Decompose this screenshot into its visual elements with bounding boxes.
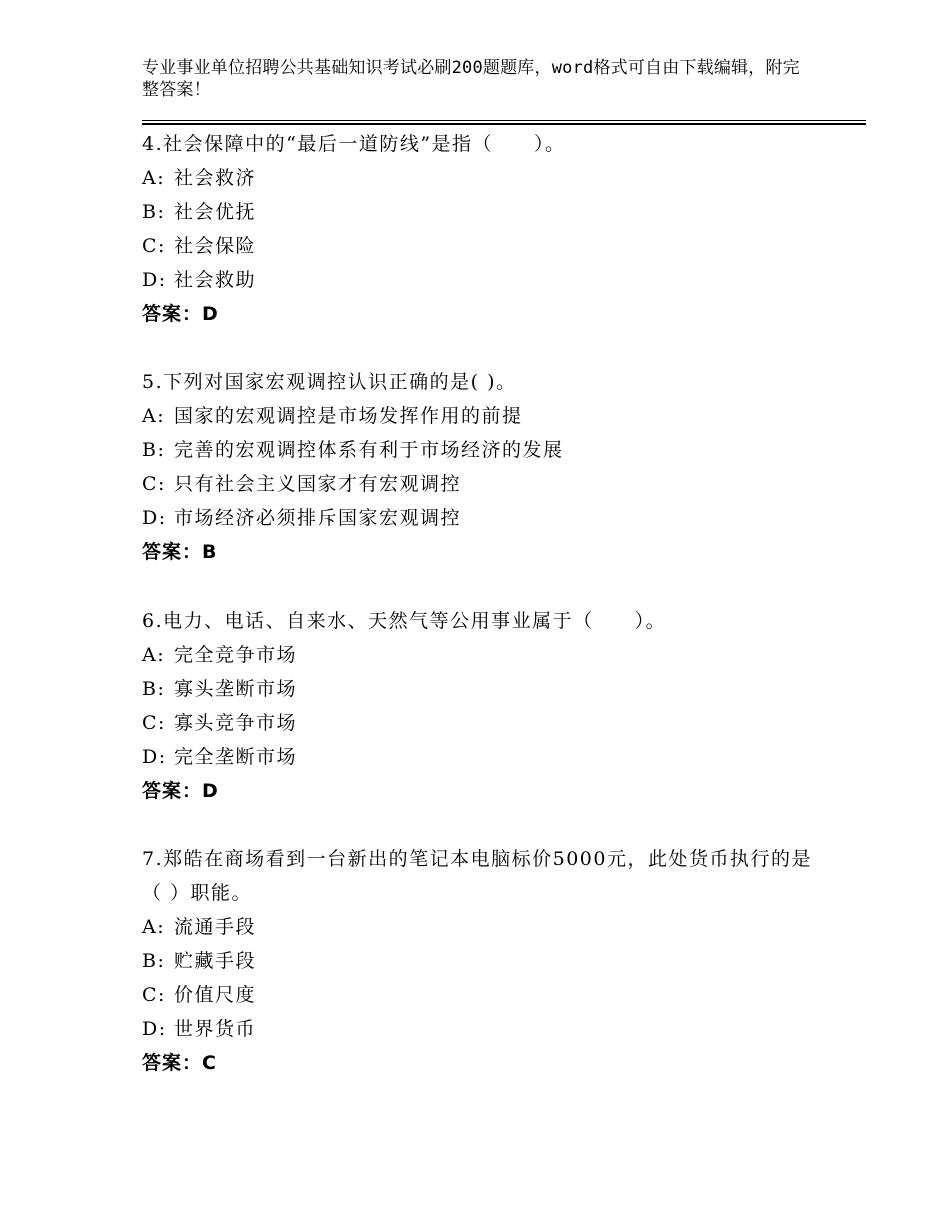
option-c [142, 467, 822, 501]
option-key: A: [142, 916, 166, 938]
question-5 [142, 365, 822, 569]
option-b [142, 195, 822, 229]
option-key: A: [142, 405, 166, 427]
option-d [142, 501, 822, 535]
option-text: 流通手段 [174, 916, 257, 938]
question-6 [142, 604, 822, 808]
option-b [142, 672, 822, 706]
option-text: 寡头竞争市场 [174, 712, 298, 734]
option-key: B: [142, 678, 166, 700]
question-text: 7.郑皓在商场看到一台新出的笔记本电脑标价5000元，此处货币执行的是（ ）职能。 [142, 848, 812, 904]
option-text: 社会救助 [174, 269, 257, 291]
option-c [142, 229, 822, 263]
option-b [142, 433, 822, 467]
header-rule-thin [142, 120, 866, 121]
question-text: 4.社会保障中的“最后一道防线”是指（ ）。 [142, 133, 566, 155]
option-key: A: [142, 167, 166, 189]
option-key: C: [142, 712, 166, 734]
option-text: 寡头垄断市场 [174, 678, 298, 700]
document-header: 专业事业单位招聘公共基础知识考试必刷200题题库，word格式可自由下载编辑，附完整答案！ [142, 58, 800, 100]
option-a [142, 399, 822, 433]
option-key: D: [142, 269, 167, 291]
option-key: A: [142, 644, 166, 666]
header-rule-thick [142, 123, 866, 125]
answer-text: 答案：D [142, 303, 219, 325]
option-text: 完善的宏观调控体系有利于市场经济的发展 [174, 439, 564, 461]
option-key: D: [142, 746, 167, 768]
option-key: D: [142, 1018, 167, 1040]
option-text: 价值尺度 [174, 984, 257, 1006]
question-7 [142, 842, 822, 1080]
option-text: 只有社会主义国家才有宏观调控 [174, 473, 462, 495]
option-b [142, 944, 822, 978]
option-text: 完全垄断市场 [174, 746, 298, 768]
option-d [142, 740, 822, 774]
question-4 [142, 127, 822, 331]
answer-text: 答案：C [142, 1052, 217, 1074]
option-key: D: [142, 507, 167, 529]
option-key: B: [142, 950, 166, 972]
option-text: 社会优抚 [174, 201, 257, 223]
answer-text: 答案：B [142, 541, 218, 563]
option-key: B: [142, 439, 166, 461]
option-c [142, 978, 822, 1012]
option-text: 贮藏手段 [174, 950, 257, 972]
option-text: 社会救济 [174, 167, 257, 189]
question-text: 6.电力、电话、自来水、天然气等公用事业属于（ ）。 [142, 610, 667, 632]
document-page [142, 0, 866, 1230]
question-text: 5.下列对国家宏观调控认识正确的是( )。 [142, 371, 517, 393]
option-key: C: [142, 235, 166, 257]
option-a [142, 161, 822, 195]
option-a [142, 638, 822, 672]
option-d [142, 1012, 822, 1046]
option-text: 世界货币 [174, 1018, 257, 1040]
option-text: 社会保险 [174, 235, 257, 257]
option-key: B: [142, 201, 166, 223]
option-text: 完全竞争市场 [174, 644, 298, 666]
option-key: C: [142, 473, 166, 495]
option-text: 国家的宏观调控是市场发挥作用的前提 [174, 405, 523, 427]
option-text: 市场经济必须排斥国家宏观调控 [174, 507, 462, 529]
answer-text: 答案：D [142, 780, 219, 802]
option-a [142, 910, 822, 944]
option-key: C: [142, 984, 166, 1006]
option-d [142, 263, 822, 297]
option-c [142, 706, 822, 740]
